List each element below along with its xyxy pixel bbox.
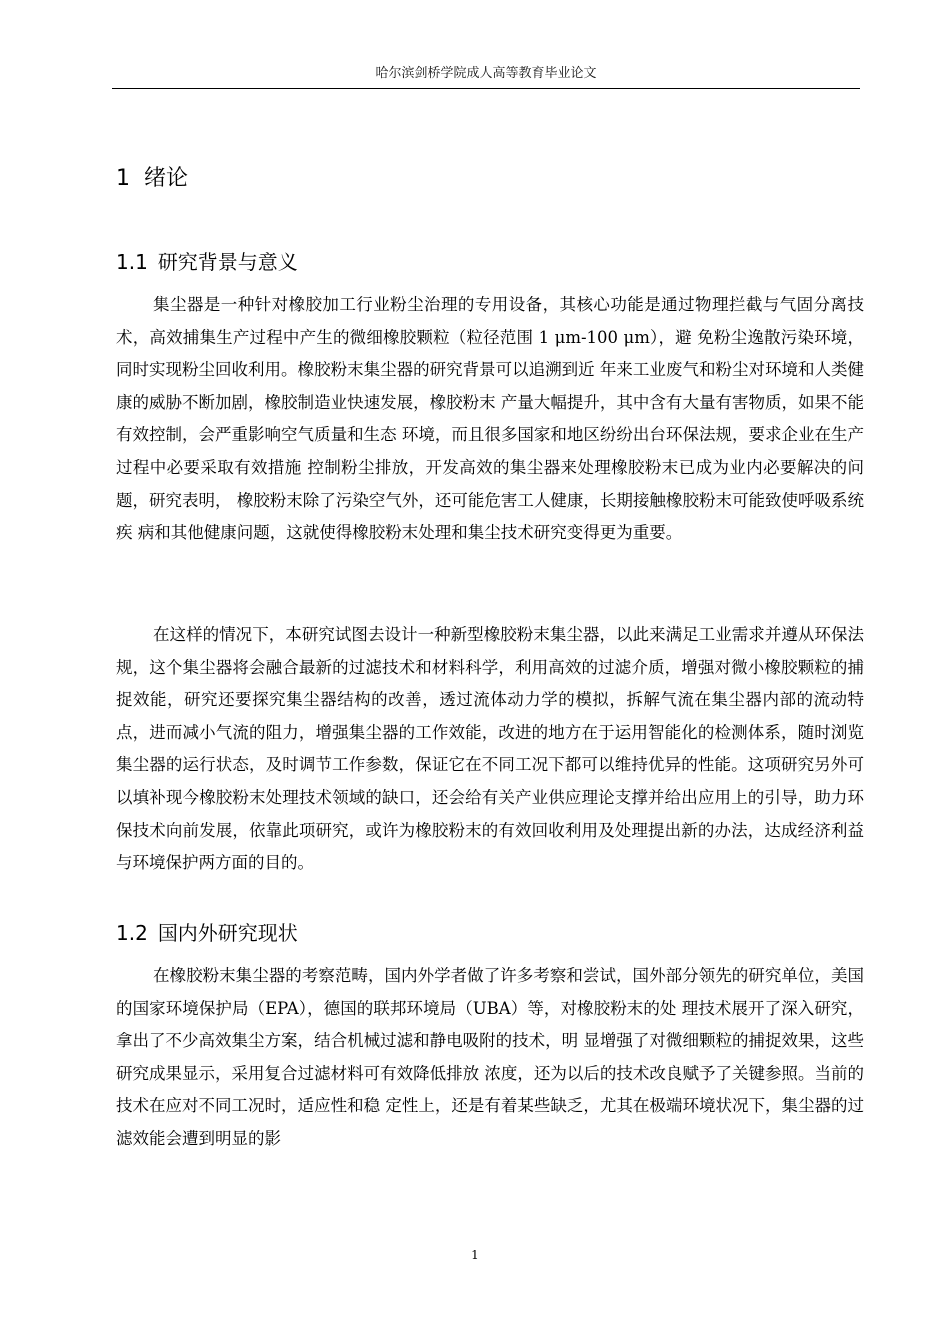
header-rule <box>112 88 860 89</box>
body-paragraph: 在这样的情况下，本研究试图去设计一种新型橡胶粉末集尘器，以此来满足工业需求并遵从环保法规，这个集尘器将会融合最新的过滤技术和材料科学，利用高效的过滤介质，增强对微小橡胶颗粒的捕捉效能，研究还要探究集尘器结构的改善，透过流体动力学的模拟，拆解气流在集尘器内部的流动特点，进而减小气流的阻力，增强集尘器的工作效能，改进的地方在于运用智能化的检测体系，随时浏览集尘器的运行状态，及时调节工作参数，保证它在不同工况下都可以维持优异的性能。这项研究另外可以填补现今橡胶粉末处理技术领域的缺口，还会给有关产业供应理论支撑并给出应用上的引导，助力环保技术向前发展，依靠此项研究，或许为橡胶粉末的有效回收利用及处理提出新的办法，达成经济利益与环境保护两方面的目的。 <box>116 625 864 873</box>
section-title-text: 研究背景与意义 <box>157 250 298 274</box>
body-paragraph: 在橡胶粉末集尘器的考察范畴，国内外学者做了许多考察和尝试，国外部分领先的研究单位，美国的国家环境保护局（EPA），德国的联邦环境局（UBA）等，对橡胶粉末的处 理技术展开了深入研究，拿出了不少高效集尘方案，结合机械过滤和静电吸附的技术，明 显增强了对微细颗粒的捕捉效果，这些研究成果显示，采用复合过滤材料可有效降低排放 浓度，还为以后的技术改良赋予了关键参照。当前的技术在应对不同工况时，适应性和稳 定性上，还是有着某些缺乏，尤其在极端环境状况下，集尘器的过滤效能会遭到明显的影 <box>116 966 864 1148</box>
chapter-title <box>116 164 188 194</box>
section-number: 1.2 <box>116 921 148 945</box>
section-heading-1-2 <box>116 918 298 948</box>
section-title-text: 国内外研究现状 <box>157 921 298 945</box>
page-number: 1 <box>471 1248 479 1262</box>
running-header: 哈尔滨剑桥学院成人高等教育毕业论文 <box>375 66 597 81</box>
section-number: 1.1 <box>116 250 148 274</box>
chapter-title-text: 绪论 <box>144 166 189 191</box>
section-heading-1-1 <box>116 247 298 277</box>
chapter-number: 1 <box>116 166 130 191</box>
body-paragraph: 集尘器是一种针对橡胶加工行业粉尘治理的专用设备，其核心功能是通过物理拦截与气固分离技术，高效捕集生产过程中产生的微细橡胶颗粒（粒径范围 1 μm-100 μm），避 免粉尘逸散污染环境，同时实现粉尘回收利用。橡胶粉末集尘器的研究背景可以追溯到近 年来工业废气和粉尘对环境和人类健康的威胁不断加剧，橡胶制造业快速发展，橡胶粉末 产量大幅提升，其中含有大量有害物质，如果不能有效控制，会严重影响空气质量和生态 环境，而且很多国家和地区纷纷出台环保法规，要求企业在生产过程中必要采取有效措施 控制粉尘排放，开发高效的集尘器来处理橡胶粉末已成为业内必要解决的问题，研究表明， 橡胶粉末除了污染空气外，还可能危害工人健康，长期接触橡胶粉末可能致使呼吸系统疾 病和其他健康问题，这就使得橡胶粉末处理和集尘技术研究变得更为重要。 <box>116 295 864 543</box>
